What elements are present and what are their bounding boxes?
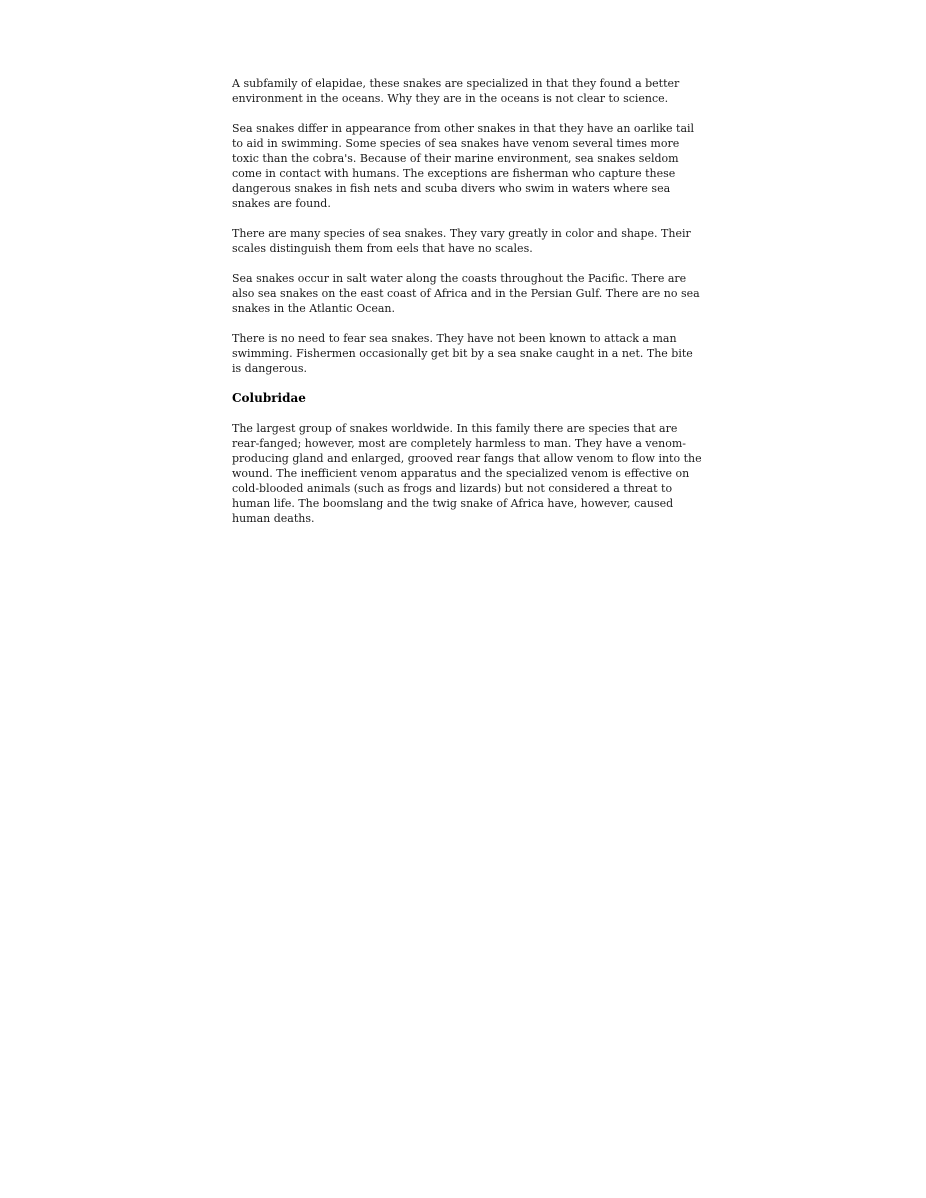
sea-snakes-paragraph-5: There is no need to fear sea snakes. They have not been known to attack a man swimming. Fishermen occasionally get bit by a sea snake caught in a net. The bite is dangerous. [232, 332, 693, 375]
document-body [232, 76, 702, 541]
sea-snakes-paragraph-3: There are many species of sea snakes. They vary greatly in color and shape. Their scales distinguish them from eels that have no scales. [232, 227, 691, 255]
sea-snakes-paragraph-2: Sea snakes differ in appearance from other snakes in that they have an oarlike tail to aid in swimming. Some species of sea snakes have venom several times more toxic than the cobra's. Because of their marine environment, sea snakes seldom come in contact with humans. The exceptions are fisherman who capture these dangerous snakes in fish nets and scuba divers who swim in waters where sea snakes are found. [232, 122, 695, 210]
colubridae-paragraph: The largest group of snakes worldwide. In this family there are species that are rear-fanged; however, most are completely harmless to man. They have a venom-producing gland and enlarged, grooved rear fangs that allow venom to flow into the wound. The inefficient venom apparatus and the specialized venom is effective on cold-blooded animals (such as frogs and lizards) but not considered a threat to human life. The boomslang and the twig snake of Africa have, however, caused human deaths. [232, 422, 702, 525]
sea-snakes-paragraph-1: A subfamily of elapidae, these snakes are specialized in that they found a better environment in the oceans. Why they are in the oceans is not clear to science. [232, 77, 680, 105]
colubridae-heading: Colubridae [232, 391, 306, 405]
sea-snakes-paragraph-4: Sea snakes occur in salt water along the coasts throughout the Pacific. There are also sea snakes on the east coast of Africa and in the Persian Gulf. There are no sea snakes in the Atlantic Ocean. [232, 272, 700, 315]
